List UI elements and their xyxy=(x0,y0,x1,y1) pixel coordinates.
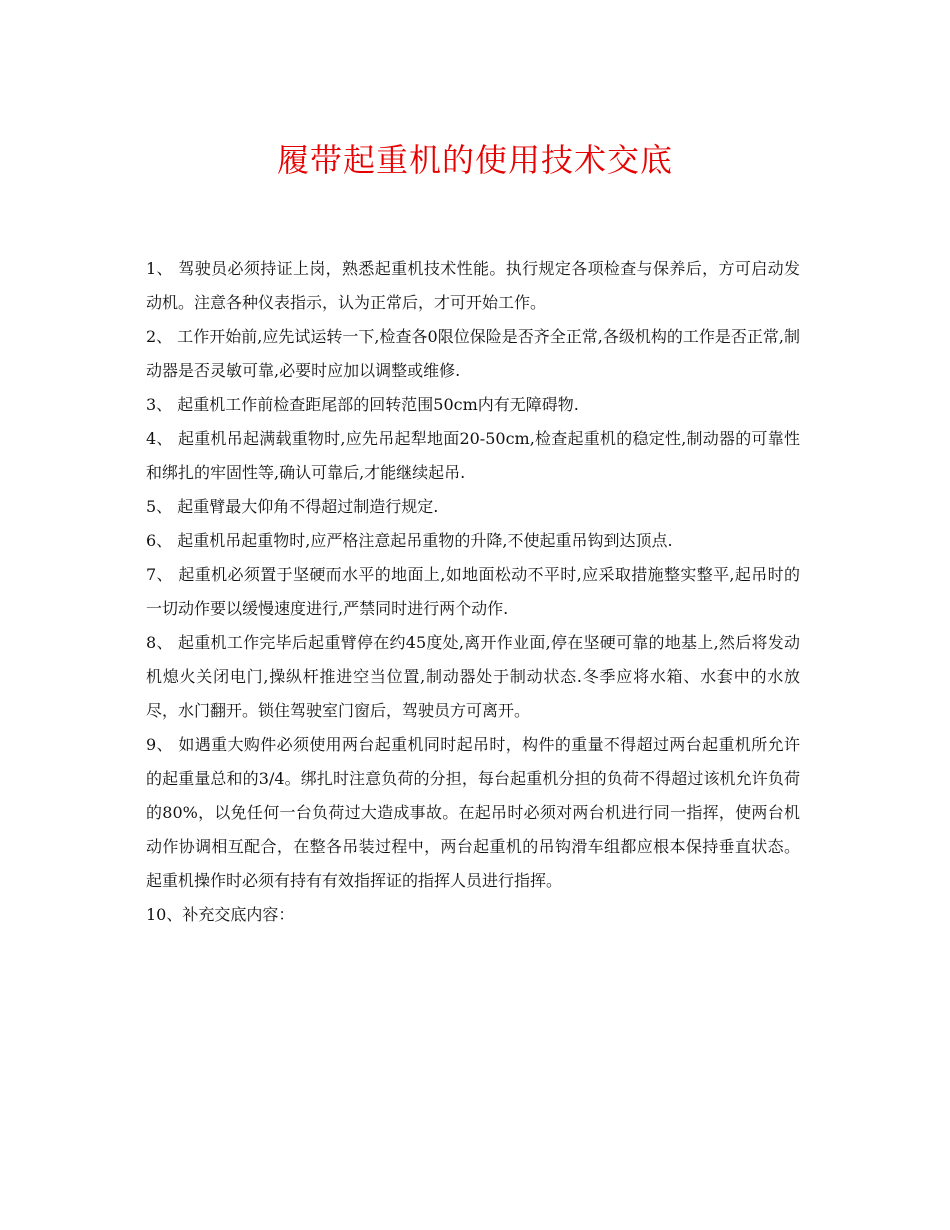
list-item-4: 4、 起重机吊起满载重物时,应先吊起犁地面20-50cm,检查起重机的稳定性,制动器的可靠性和绑扎的牢固性等,确认可靠后,才能继续起吊. xyxy=(146,429,800,482)
list-item-3: 3、 起重机工作前检查距尾部的回转范围50cm内有无障碍物. xyxy=(146,395,579,414)
list-item-7: 7、 起重机必须置于坚硬而水平的地面上,如地面松动不平时,应采取措施整实整平,起吊时的一切动作要以缓慢速度进行,严禁同时进行两个动作. xyxy=(146,565,800,618)
list-item-9: 9、 如遇重大购件必须使用两台起重机同时起吊时，构件的重量不得超过两台起重机所允许的起重量总和的3/4。绑扎时注意负荷的分担，每台起重机分担的负荷不得超过该机允许负荷的80%，以免任何一台负荷过大造成事故。在起吊时必须对两台机进行同一指挥，使两台机动作协调相互配合，在整各吊装过程中，两台起重机的吊钩滑车组都应根本保持垂直状态。起重机操作时必须有持有有效指挥证的指挥人员进行指挥。 xyxy=(146,735,800,890)
list-item-10: 10、补充交底内容： xyxy=(146,905,295,924)
list-item-2: 2、 工作开始前,应先试运转一下,检查各0限位保险是否齐全正常,各级机构的工作是否正常,制动器是否灵敏可靠,必要时应加以调整或维修. xyxy=(146,327,800,380)
page-title: 履带起重机的使用技术交底 xyxy=(276,141,673,179)
list-item-5: 5、 起重臂最大仰角不得超过制造行规定. xyxy=(146,497,439,516)
document-body xyxy=(146,252,800,932)
list-item-6: 6、 起重机吊起重物时,应严格注意起吊重物的升降,不使起重吊钩到达顶点. xyxy=(146,531,673,550)
list-item-1: 1、 驾驶员必须持证上岗，熟悉起重机技术性能。执行规定各项检查与保养后，方可启动发动机。注意各种仪表指示，认为正常后，才可开始工作。 xyxy=(146,259,800,312)
list-item-8: 8、 起重机工作完毕后起重臂停在约45度处,离开作业面,停在坚硬可靠的地基上,然后将发动机熄火关闭电门,操纵杆推进空当位置,制动器处于制动状态.冬季应将水箱、水套中的水放尽，水门翻开。锁住驾驶室门窗后，驾驶员方可离开。 xyxy=(146,633,800,720)
